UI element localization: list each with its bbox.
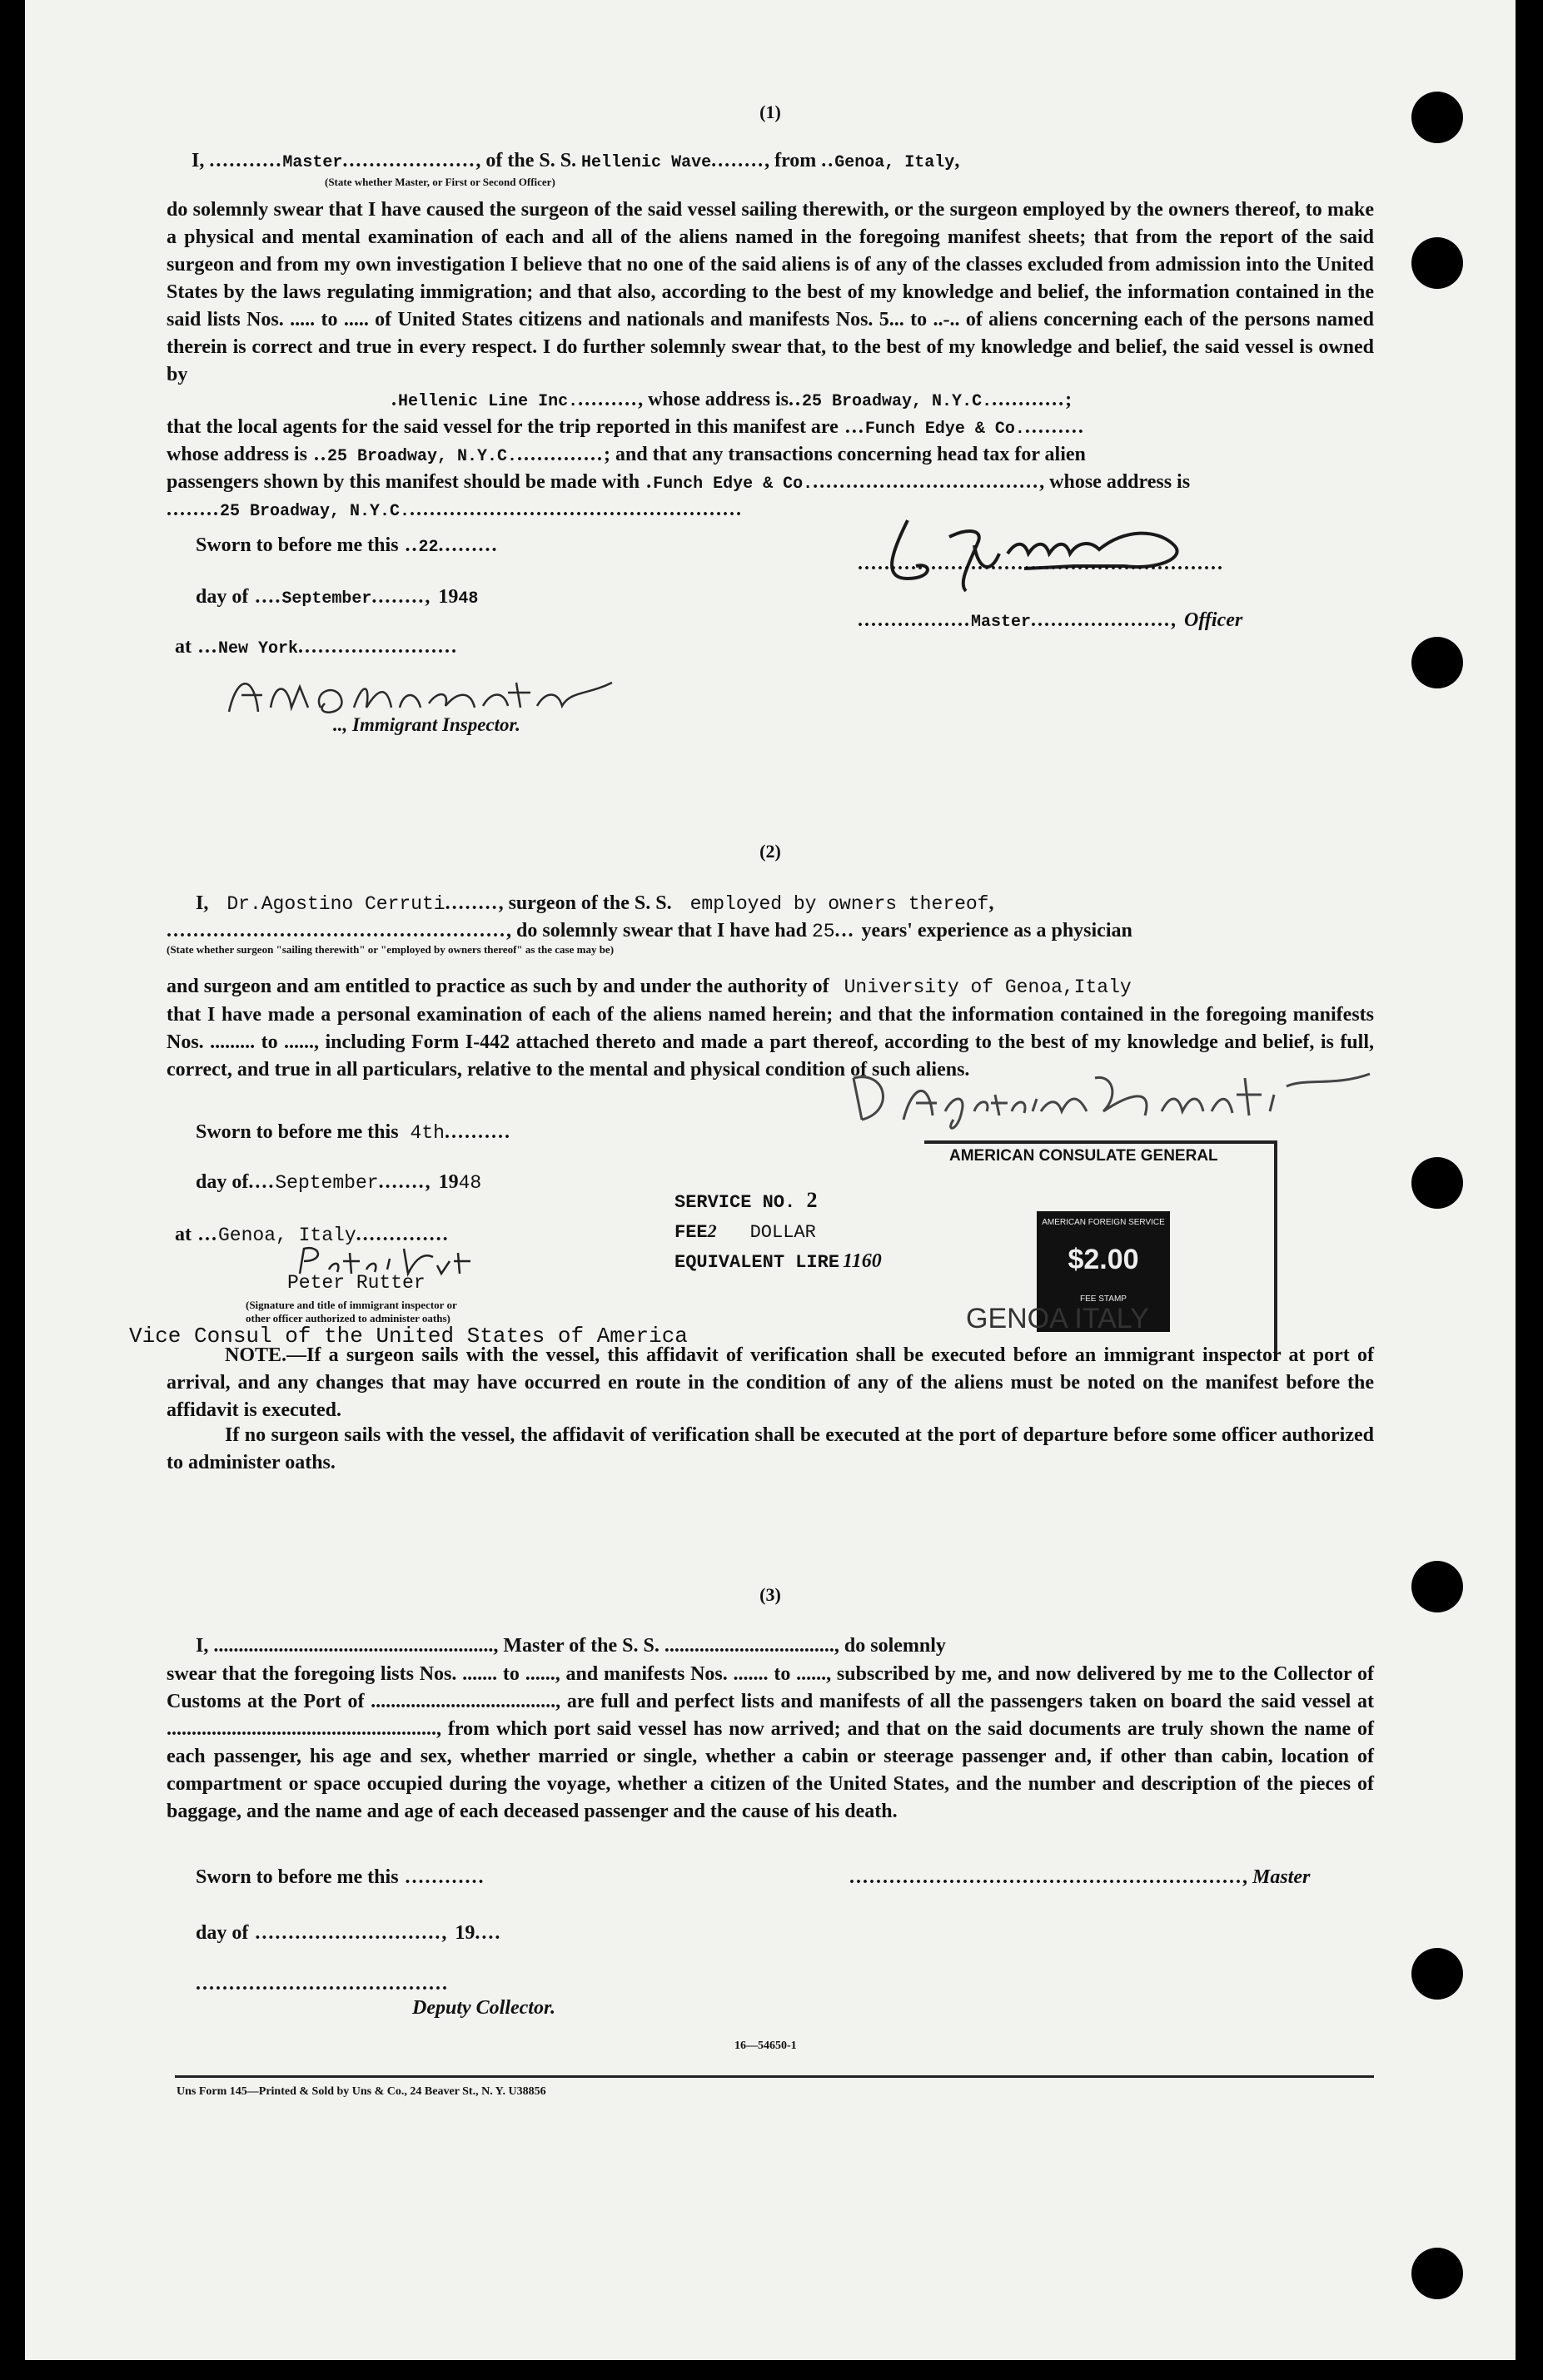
agents-name: Funch Edye & Co. [864,420,1025,439]
sworn-place: New York [218,639,299,658]
head-tax-line [167,470,1190,497]
sworn-month: September [281,589,372,609]
surgeon-signature [837,1061,1386,1136]
section-3-deputy-dots [196,1971,449,1996]
dots: .... [248,1171,276,1193]
surgeon-name: Dr.Agostino Cerruti [226,893,445,915]
head-tax-address-line [167,497,743,524]
equivalent-row [674,1247,882,1277]
section-2-sworn [196,1120,511,1145]
section-1-at [175,634,458,662]
consulate-stamp-title: AMERICAN CONSULATE GENERAL [949,1147,1218,1165]
section-1-body: do solemnly swear that I have caused the surgeon of the said vessel sailing therewith, or the surgeon employed by the owners thereof, to make a physical and mental examination of each and all of the aliens named in the foregoing manifest sheets; that from the report of the said surgeon and from my own investigation I believe that no one of the said aliens is of any of the classes excluded from admission into the United States by the laws regulating immigration; and that also, according to the best of my knowledge and belief, the information contained in the said lists Nos. ..... to ..... of United States citizens and nationals and manifests Nos. 5... to ..-.. of aliens concerning each of the persons named therein is correct and true in every respect. I do further solemnly swear that, to the best of my knowledge and belief, the said vessel is owned by [167,199,1374,385]
label: , from [764,150,822,171]
label: , surgeon of the S. S. [498,892,672,914]
label: Immigrant Inspector. [352,714,520,735]
label: at [175,1224,192,1245]
sworn-place: Genoa, Italy [218,1225,356,1246]
label: FEE [674,1222,708,1243]
sig-caption-1: (Signature and title of immigrant inspector or [246,1299,457,1311]
dots: ....................................................... [858,553,1224,574]
dots: ...........; [992,389,1074,410]
officer-rank: Master [971,613,1032,632]
section-1-sworn [196,533,499,560]
service-no-row [674,1186,882,1217]
document-page [25,0,1516,2360]
dots: .............. [356,1224,450,1245]
dots: .......... [444,1121,511,1143]
agents-line [167,415,1085,442]
surgeon-caption: (State whether surgeon "sailing therewith" or "employed by owners thereof" as the case may be) [167,943,615,956]
official-typed: Peter Rutter [287,1272,426,1294]
section-2-body: that I have made a personal examination of each of the aliens named herein; and that the information contained in the foregoing manifests Nos. ......... to ......, including Form I-442 attached thereto and made a part thereof, according to the best of my knowledge and belief, is full, correct, and true in all particulars, relative to the mental and physical condition of such aliens. [167,1004,1374,1081]
dots: ......., [378,1171,439,1193]
master-signature [858,504,1291,595]
dots: .. [821,150,835,171]
label: day of [196,1922,249,1944]
dots: ............................, [248,1922,455,1944]
binder-hole [1411,1948,1463,2000]
label: , of the S. S. [475,150,582,171]
section-3-number: (3) [759,1584,781,1605]
label: that the local agents for the said vessel for the trip reported in this manifest are [167,416,839,438]
dots: ........ [167,499,220,520]
dots: ........ [445,892,499,914]
sworn-month: September [275,1172,379,1194]
year-suffix: 48 [458,589,479,609]
label: , do solemnly swear that I have had [506,920,807,942]
dots: ................. [858,609,971,631]
year-prefix: 19 [438,586,459,608]
master-sig-dots [858,551,1224,576]
year-suffix: 48 [458,1172,482,1194]
sworn-day: 22 [418,538,439,557]
service-no: 2 [806,1188,818,1212]
inspector-label [333,713,520,738]
dots: ... [838,416,865,438]
dots: ... [192,636,218,658]
head-tax-party: Funch Edye & Co. [653,475,814,494]
dots: ...................................... [196,1973,449,1995]
rank-caption: (State whether Master, or First or Second Officer) [325,176,555,188]
label: years' experience as a physician [861,920,1132,942]
agents-address-line [167,442,1086,470]
section-3-day-of [196,1920,501,1945]
label: and surgeon and am entitled to practice as such by and under the authority of [167,976,829,997]
dots: ....................., [1031,609,1185,631]
year-prefix: 19 [438,1171,459,1193]
comma: , [954,150,960,171]
consulate-stamp-place: GENOA ITALY [966,1303,1149,1334]
authority: University of Genoa,Italy [844,976,1132,998]
binder-hole [1411,237,1463,289]
binder-hole [1411,2248,1463,2299]
owner-address: 25 Broadway, N.Y.C. [802,392,993,411]
years-experience: 25 [811,921,835,942]
dots: .., [333,714,352,735]
label: SERVICE NO. [674,1192,796,1213]
note-b: If no surgeon sails with the vessel, the affidavit of verification shall be executed at the port of departure before some officer authorized to administer oaths. [167,1424,1374,1473]
label: passengers shown by this manifest should be made with [167,471,640,493]
dots: ..........................................................., [849,1866,1249,1888]
officer-line [858,608,1242,635]
binder-hole [1411,1157,1463,1209]
fee-stamp-top: AMERICAN FOREIGN SERVICE [1042,1218,1165,1227]
master-label: Master [1252,1866,1311,1888]
dots: . [640,471,654,493]
label: Sworn to before me this [196,1866,399,1888]
section-2-day-of [196,1170,481,1195]
section-2-line-1 [196,891,993,917]
fee-row [674,1217,882,1247]
sig-caption-2: other officer authorized to administer oaths) [246,1312,450,1324]
year-prefix: 19 [455,1922,475,1944]
dots: ........ [711,150,765,171]
sworn-day: 4th [410,1122,445,1144]
label: whose address is [167,444,307,465]
dots: ........... [209,150,283,171]
dots: ............ [398,1866,485,1888]
authority-line [167,974,1132,1000]
rank-value: Master [282,153,343,172]
note-a: NOTE.—If a surgeon sails with the vessel, this affidavit of verification shall be executed before an immigrant inspector at port of arrival, and any changes that may have occurred en route in the condition of any of the aliens must be noted on the manifest before the affidavit is executed. [167,1344,1374,1421]
section-1-day-of [196,584,478,612]
label: Sworn to before me this [196,534,399,556]
section-2-number: (2) [759,841,781,862]
dots: ... [192,1224,218,1245]
service-fee-block [674,1186,882,1277]
label: at [175,636,192,658]
fee-stamp-bottom: FEE STAMP [1080,1294,1127,1304]
official-title: Vice Consul of the United States of America [129,1324,688,1349]
dots: .... [475,1922,502,1944]
head-tax-address: 25 Broadway, N.Y.C. [220,502,411,521]
vessel-name: Hellenic Wave [581,153,712,172]
section-3-sworn [196,1865,485,1890]
dots: .................... [342,150,476,171]
form-code: 16—54650-1 [734,2040,797,2052]
label: day of [196,586,249,608]
officer-label: Officer [1184,609,1243,631]
dots: .... [248,586,282,608]
label: I, [192,150,210,171]
fee-value: 2 [707,1220,717,1241]
section-3-line-1: I, ........................................................, Master of the S. S. .................................., do solemnly [196,1635,946,1657]
dots: .. [306,444,327,465]
binder-hole [1411,637,1463,688]
label: I, [196,892,209,914]
section-2-line-2 [167,918,1132,944]
dots: ......... [578,389,639,410]
dots: ... [834,920,862,942]
label: day of [196,1171,249,1193]
equivalent-value: 1160 [843,1250,882,1272]
label: EQUIVALENT LIRE [674,1252,840,1273]
owner-name: Hellenic Line Inc. [398,392,579,411]
dots: . [391,389,399,410]
agents-address: 25 Broadway, N.Y.C. [326,447,517,466]
label: , whose address is [638,389,789,410]
deputy-label: Deputy Collector. [412,1997,555,2019]
section-3-body: swear that the foregoing lists Nos. ....... to ......, and manifests Nos. ....... to ......, subscribed by me, and now delivered by me to the Collector of Customs at the Port of ....................................., are full and perfect lists and manifests of all the passengers taken on board the said vessel at ......................................................, from which port said vessel has now arrived; and that on the said documents are truly shown the name of each passenger, his age and sex, whether married or single, whether a cabin or steerage passenger and, if other than cabin, location of compartment or space occupied during the voyage, whether a citizen of the United States, and the number and description of the pieces of baggage, and the name and age of each deceased passenger and the cause of his death. [167,1663,1374,1822]
footer-rule [175,2075,1374,2078]
section-1-number: (1) [759,102,781,122]
dots: ......... [1024,416,1085,438]
dots: .................................................. [410,499,744,520]
fee-stamp-value: $2.00 [1068,1244,1139,1275]
comma: , [988,892,994,914]
dots: ......... [438,534,499,556]
dots: ................................................... [167,920,506,942]
from-port: Genoa, Italy [834,153,955,172]
employment: employed by owners thereof [689,893,989,915]
dots: ............. [516,444,604,465]
printer-line: Uns Form 145—Printed & Sold by Uns & Co., 24 Beaver St., N. Y. U38856 [177,2085,546,2098]
label: ; and that any transactions concerning head tax for alien [603,444,1086,465]
section-3-master [849,1865,1310,1890]
dots: ........, [371,586,439,608]
dots: .. [789,389,803,410]
dots: ........................ [298,636,459,658]
section-1-line-1 [192,148,959,176]
dots: .................................. [813,471,1040,493]
fee-unit: DOLLAR [749,1222,816,1243]
dots: .. [398,534,419,556]
section-1-owner-line [167,387,1374,415]
label: , whose address is [1039,471,1191,493]
label: Sworn to before me this [196,1121,399,1143]
